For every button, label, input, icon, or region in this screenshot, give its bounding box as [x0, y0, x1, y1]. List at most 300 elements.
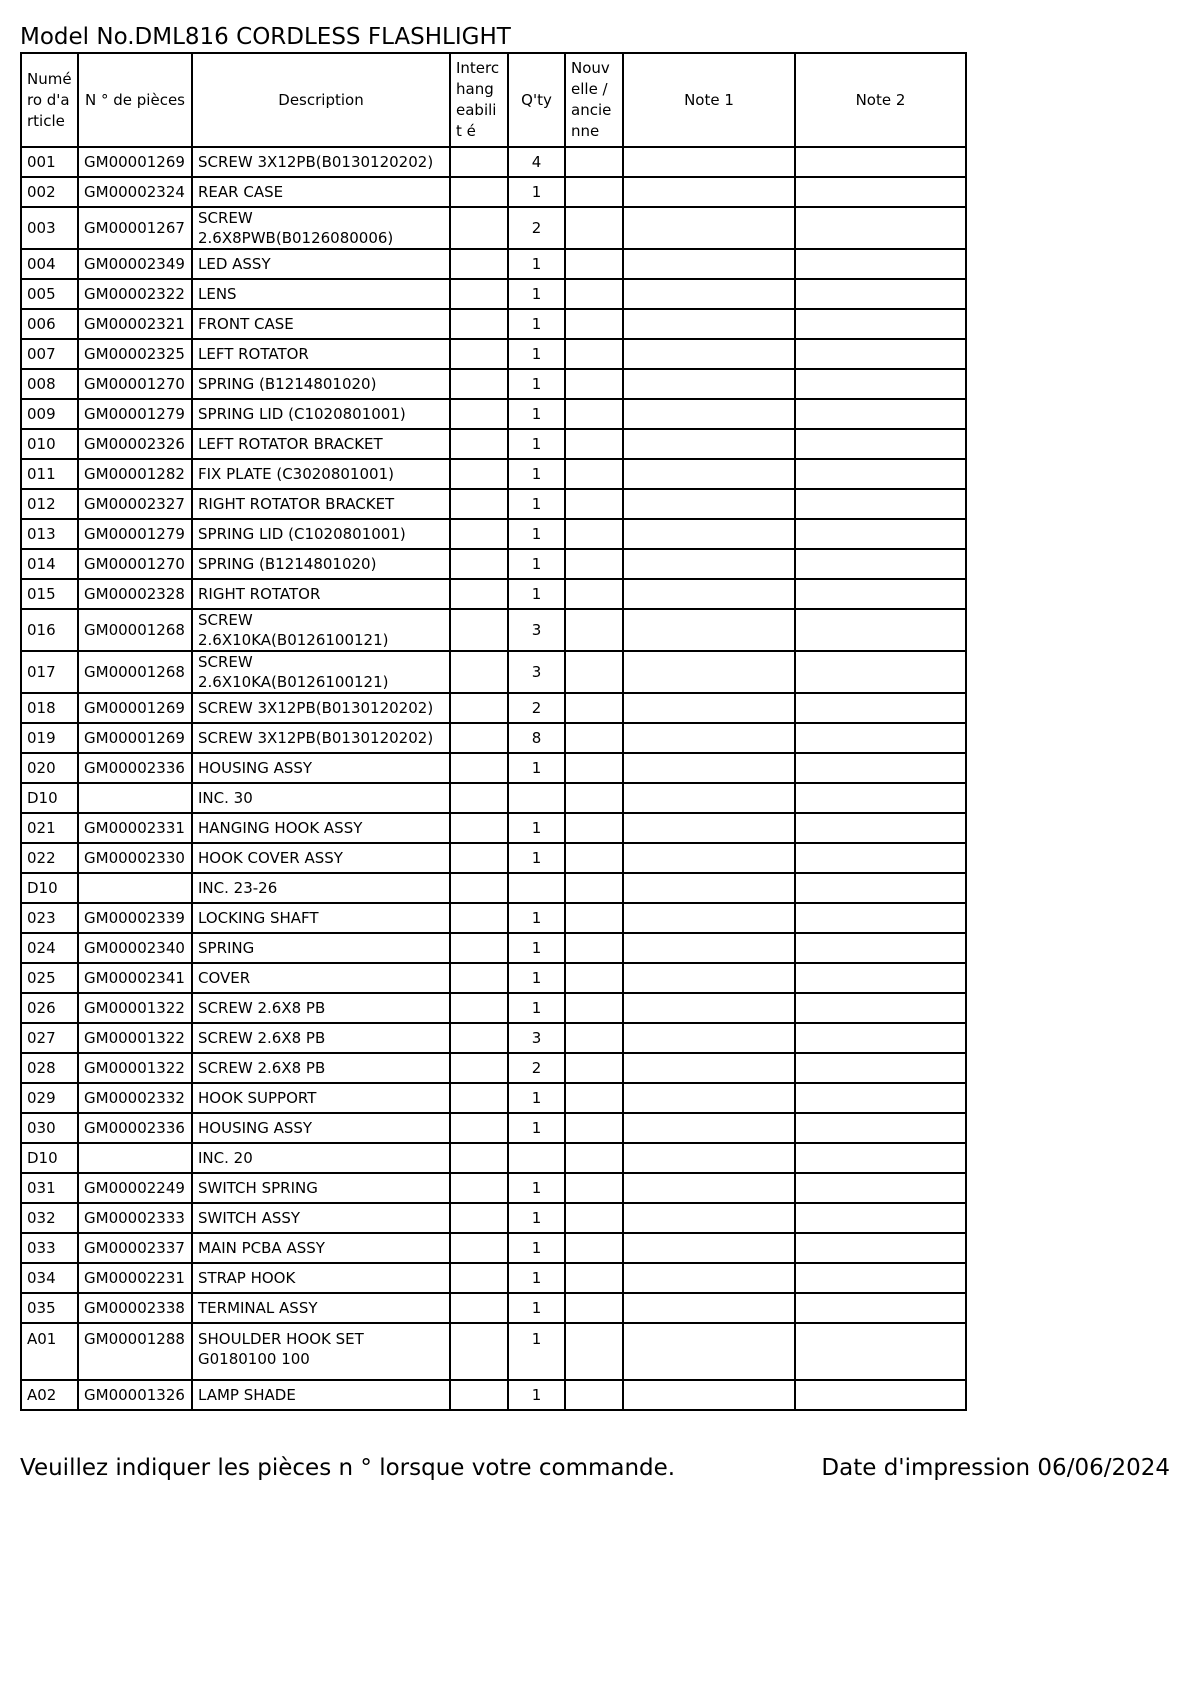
new-old-cell: [565, 903, 623, 933]
new-old-cell: [565, 1023, 623, 1053]
table-row: [21, 519, 966, 549]
item-no-cell: 017: [21, 651, 78, 693]
note-1-cell: [623, 519, 795, 549]
note-1-cell: [623, 1143, 795, 1173]
new-old-cell: [565, 399, 623, 429]
part-no-cell: GM00002341: [78, 963, 192, 993]
description-cell: REAR CASE: [192, 177, 450, 207]
table-row: [21, 993, 966, 1023]
description-cell: RIGHT ROTATOR: [192, 579, 450, 609]
note-2-cell: [795, 369, 966, 399]
new-old-cell: [565, 1203, 623, 1233]
part-no-cell: GM00002321: [78, 309, 192, 339]
description-cell: SCREW 2.6X8 PB: [192, 1023, 450, 1053]
new-old-cell: [565, 1143, 623, 1173]
table-row: [21, 1173, 966, 1203]
item-no-cell: 012: [21, 489, 78, 519]
note-2-cell: [795, 903, 966, 933]
description-cell: LED ASSY: [192, 249, 450, 279]
qty-cell: 1: [508, 1263, 565, 1293]
interchangeability-cell: [450, 843, 508, 873]
note-2-cell: [795, 489, 966, 519]
description-cell: MAIN PCBA ASSY: [192, 1233, 450, 1263]
item-no-cell: 015: [21, 579, 78, 609]
item-no-cell: 009: [21, 399, 78, 429]
new-old-cell: [565, 207, 623, 249]
document-title: Model No.DML816 CORDLESS FLASHLIGHT: [20, 24, 511, 50]
note-1-cell: [623, 1323, 795, 1380]
new-old-cell: [565, 843, 623, 873]
note-2-cell: [795, 933, 966, 963]
part-no-cell: GM00001326: [78, 1380, 192, 1410]
new-old-cell: [565, 369, 623, 399]
table-row: [21, 147, 966, 177]
note-1-cell: [623, 177, 795, 207]
note-1-cell: [623, 429, 795, 459]
interchangeability-cell: [450, 579, 508, 609]
description-cell: HOOK COVER ASSY: [192, 843, 450, 873]
item-no-cell: 007: [21, 339, 78, 369]
new-old-cell: [565, 1323, 623, 1380]
description-cell: LAMP SHADE: [192, 1380, 450, 1410]
interchangeability-cell: [450, 1263, 508, 1293]
interchangeability-cell: [450, 963, 508, 993]
table-row: [21, 933, 966, 963]
note-2-cell: [795, 579, 966, 609]
new-old-cell: [565, 993, 623, 1023]
new-old-cell: [565, 147, 623, 177]
interchangeability-cell: [450, 1293, 508, 1323]
description-cell: TERMINAL ASSY: [192, 1293, 450, 1323]
interchangeability-cell: [450, 309, 508, 339]
part-no-cell: GM00002337: [78, 1233, 192, 1263]
table-row: [21, 1023, 966, 1053]
new-old-cell: [565, 873, 623, 903]
part-no-cell: GM00002327: [78, 489, 192, 519]
note-2-cell: [795, 693, 966, 723]
new-old-cell: [565, 579, 623, 609]
print-date: Date d'impression 06/06/2024: [821, 1455, 1170, 1481]
description-cell: SPRING: [192, 933, 450, 963]
qty-cell: 1: [508, 1083, 565, 1113]
note-2-cell: [795, 1323, 966, 1380]
table-row: [21, 1143, 966, 1173]
note-1-cell: [623, 903, 795, 933]
part-no-cell: GM00001268: [78, 609, 192, 651]
table-row: [21, 723, 966, 753]
table-row: [21, 1323, 966, 1380]
note-2-cell: [795, 651, 966, 693]
interchangeability-cell: [450, 783, 508, 813]
new-old-cell: [565, 933, 623, 963]
description-cell: SCREW 2.6X8 PB: [192, 993, 450, 1023]
table-row: [21, 1380, 966, 1410]
table-row: [21, 963, 966, 993]
description-cell: SWITCH ASSY: [192, 1203, 450, 1233]
note-1-cell: [623, 1173, 795, 1203]
part-no-cell: GM00002249: [78, 1173, 192, 1203]
description-cell: SWITCH SPRING: [192, 1173, 450, 1203]
note-1-cell: [623, 459, 795, 489]
table-row: [21, 399, 966, 429]
note-1-cell: [623, 1263, 795, 1293]
column-header-interchangeability: Interc hang eabilit é: [450, 53, 508, 147]
note-1-cell: [623, 489, 795, 519]
qty-cell: 1: [508, 429, 565, 459]
part-no-cell: GM00001269: [78, 147, 192, 177]
part-no-cell: GM00001270: [78, 549, 192, 579]
interchangeability-cell: [450, 1173, 508, 1203]
table-header-row: [21, 53, 966, 147]
part-no-cell: GM00001288: [78, 1323, 192, 1380]
description-cell: HANGING HOOK ASSY: [192, 813, 450, 843]
note-2-cell: [795, 1293, 966, 1323]
note-1-cell: [623, 693, 795, 723]
interchangeability-cell: [450, 1323, 508, 1380]
part-no-cell: GM00002333: [78, 1203, 192, 1233]
item-no-cell: 021: [21, 813, 78, 843]
item-no-cell: 006: [21, 309, 78, 339]
qty-cell: 3: [508, 609, 565, 651]
description-cell: STRAP HOOK: [192, 1263, 450, 1293]
qty-cell: 2: [508, 693, 565, 723]
qty-cell: 1: [508, 399, 565, 429]
part-no-cell: GM00002340: [78, 933, 192, 963]
item-no-cell: 034: [21, 1263, 78, 1293]
note-2-cell: [795, 339, 966, 369]
note-1-cell: [623, 207, 795, 249]
table-row: [21, 1263, 966, 1293]
interchangeability-cell: [450, 1083, 508, 1113]
note-2-cell: [795, 993, 966, 1023]
table-row: [21, 309, 966, 339]
interchangeability-cell: [450, 489, 508, 519]
qty-cell: 1: [508, 459, 565, 489]
item-no-cell: 024: [21, 933, 78, 963]
note-1-cell: [623, 1083, 795, 1113]
part-no-cell: GM00001322: [78, 1023, 192, 1053]
interchangeability-cell: [450, 339, 508, 369]
note-2-cell: [795, 1113, 966, 1143]
item-no-cell: D10: [21, 783, 78, 813]
part-no-cell: GM00002322: [78, 279, 192, 309]
item-no-cell: 022: [21, 843, 78, 873]
interchangeability-cell: [450, 147, 508, 177]
column-header-description: Description: [192, 53, 450, 147]
item-no-cell: 023: [21, 903, 78, 933]
qty-cell: 1: [508, 1113, 565, 1143]
item-no-cell: A01: [21, 1323, 78, 1380]
note-1-cell: [623, 249, 795, 279]
description-cell: SCREW 2.6X10KA(B0126100121): [192, 609, 450, 651]
interchangeability-cell: [450, 993, 508, 1023]
new-old-cell: [565, 429, 623, 459]
part-no-cell: GM00001268: [78, 651, 192, 693]
qty-cell: 3: [508, 651, 565, 693]
note-1-cell: [623, 549, 795, 579]
note-2-cell: [795, 1023, 966, 1053]
new-old-cell: [565, 1173, 623, 1203]
item-no-cell: 003: [21, 207, 78, 249]
interchangeability-cell: [450, 399, 508, 429]
table-row: [21, 489, 966, 519]
item-no-cell: 029: [21, 1083, 78, 1113]
item-no-cell: D10: [21, 873, 78, 903]
description-cell: HOOK SUPPORT: [192, 1083, 450, 1113]
part-no-cell: GM00001279: [78, 399, 192, 429]
interchangeability-cell: [450, 279, 508, 309]
note-1-cell: [623, 813, 795, 843]
note-2-cell: [795, 1173, 966, 1203]
qty-cell: 1: [508, 339, 565, 369]
qty-cell: 1: [508, 279, 565, 309]
new-old-cell: [565, 339, 623, 369]
item-no-cell: 033: [21, 1233, 78, 1263]
note-1-cell: [623, 369, 795, 399]
note-1-cell: [623, 1380, 795, 1410]
item-no-cell: 026: [21, 993, 78, 1023]
table-row: [21, 1083, 966, 1113]
interchangeability-cell: [450, 933, 508, 963]
note-1-cell: [623, 399, 795, 429]
new-old-cell: [565, 1083, 623, 1113]
item-no-cell: D10: [21, 1143, 78, 1173]
interchangeability-cell: [450, 1113, 508, 1143]
item-no-cell: 001: [21, 147, 78, 177]
item-no-cell: 030: [21, 1113, 78, 1143]
new-old-cell: [565, 1380, 623, 1410]
qty-cell: 1: [508, 1203, 565, 1233]
interchangeability-cell: [450, 549, 508, 579]
table-row: [21, 873, 966, 903]
note-1-cell: [623, 933, 795, 963]
note-1-cell: [623, 339, 795, 369]
item-no-cell: 016: [21, 609, 78, 651]
note-2-cell: [795, 309, 966, 339]
qty-cell: 1: [508, 813, 565, 843]
qty-cell: 1: [508, 963, 565, 993]
note-1-cell: [623, 1203, 795, 1233]
item-no-cell: 032: [21, 1203, 78, 1233]
part-no-cell: GM00001282: [78, 459, 192, 489]
interchangeability-cell: [450, 1203, 508, 1233]
new-old-cell: [565, 1053, 623, 1083]
interchangeability-cell: [450, 1233, 508, 1263]
table-row: [21, 903, 966, 933]
description-cell: SHOULDER HOOK SET G0180100 100: [192, 1323, 450, 1380]
description-cell: SCREW 3X12PB(B0130120202): [192, 723, 450, 753]
item-no-cell: 020: [21, 753, 78, 783]
item-no-cell: A02: [21, 1380, 78, 1410]
new-old-cell: [565, 1263, 623, 1293]
interchangeability-cell: [450, 753, 508, 783]
part-no-cell: [78, 1143, 192, 1173]
description-cell: INC. 20: [192, 1143, 450, 1173]
new-old-cell: [565, 249, 623, 279]
item-no-cell: 008: [21, 369, 78, 399]
qty-cell: 1: [508, 993, 565, 1023]
new-old-cell: [565, 753, 623, 783]
item-no-cell: 019: [21, 723, 78, 753]
table-row: [21, 843, 966, 873]
new-old-cell: [565, 279, 623, 309]
new-old-cell: [565, 549, 623, 579]
new-old-cell: [565, 813, 623, 843]
item-no-cell: 025: [21, 963, 78, 993]
description-cell: FRONT CASE: [192, 309, 450, 339]
interchangeability-cell: [450, 723, 508, 753]
interchangeability-cell: [450, 1053, 508, 1083]
note-1-cell: [623, 873, 795, 903]
note-2-cell: [795, 1203, 966, 1233]
item-no-cell: 035: [21, 1293, 78, 1323]
new-old-cell: [565, 459, 623, 489]
note-1-cell: [623, 147, 795, 177]
description-cell: SCREW 3X12PB(B0130120202): [192, 147, 450, 177]
new-old-cell: [565, 609, 623, 651]
description-cell: RIGHT ROTATOR BRACKET: [192, 489, 450, 519]
note-1-cell: [623, 963, 795, 993]
qty-cell: [508, 873, 565, 903]
qty-cell: 1: [508, 579, 565, 609]
note-2-cell: [795, 147, 966, 177]
note-1-cell: [623, 783, 795, 813]
item-no-cell: 018: [21, 693, 78, 723]
description-cell: SPRING LID (C1020801001): [192, 519, 450, 549]
note-2-cell: [795, 1263, 966, 1293]
note-2-cell: [795, 1083, 966, 1113]
new-old-cell: [565, 177, 623, 207]
part-no-cell: GM00002330: [78, 843, 192, 873]
item-no-cell: 004: [21, 249, 78, 279]
description-cell: SCREW 2.6X10KA(B0126100121): [192, 651, 450, 693]
table-row: [21, 1053, 966, 1083]
note-2-cell: [795, 279, 966, 309]
table-row: [21, 783, 966, 813]
part-no-cell: GM00001322: [78, 1053, 192, 1083]
column-header-note-2: Note 2: [795, 53, 966, 147]
table-row: [21, 813, 966, 843]
table-row: [21, 1113, 966, 1143]
interchangeability-cell: [450, 369, 508, 399]
table-row: [21, 207, 966, 249]
interchangeability-cell: [450, 1380, 508, 1410]
interchangeability-cell: [450, 903, 508, 933]
note-2-cell: [795, 399, 966, 429]
interchangeability-cell: [450, 459, 508, 489]
table-row: [21, 279, 966, 309]
part-no-cell: GM00002328: [78, 579, 192, 609]
part-no-cell: GM00001322: [78, 993, 192, 1023]
qty-cell: 1: [508, 177, 565, 207]
qty-cell: 2: [508, 207, 565, 249]
table-row: [21, 1203, 966, 1233]
note-2-cell: [795, 783, 966, 813]
table-row: [21, 753, 966, 783]
table-row: [21, 651, 966, 693]
item-no-cell: 013: [21, 519, 78, 549]
item-no-cell: 005: [21, 279, 78, 309]
interchangeability-cell: [450, 429, 508, 459]
description-cell: INC. 23-26: [192, 873, 450, 903]
qty-cell: 1: [508, 1380, 565, 1410]
interchangeability-cell: [450, 651, 508, 693]
part-no-cell: GM00002326: [78, 429, 192, 459]
qty-cell: 4: [508, 147, 565, 177]
note-2-cell: [795, 549, 966, 579]
description-cell: INC. 30: [192, 783, 450, 813]
note-2-cell: [795, 813, 966, 843]
column-header-part-no: N ° de pièces: [78, 53, 192, 147]
part-no-cell: [78, 873, 192, 903]
description-cell: SCREW 2.6X8PWB(B0126080006): [192, 207, 450, 249]
note-2-cell: [795, 1233, 966, 1263]
part-no-cell: GM00001269: [78, 693, 192, 723]
note-1-cell: [623, 579, 795, 609]
description-cell: SPRING LID (C1020801001): [192, 399, 450, 429]
table-row: [21, 369, 966, 399]
note-2-cell: [795, 1143, 966, 1173]
table-row: [21, 609, 966, 651]
note-1-cell: [623, 279, 795, 309]
table-row: [21, 579, 966, 609]
new-old-cell: [565, 693, 623, 723]
description-cell: SPRING (B1214801020): [192, 369, 450, 399]
table-row: [21, 1293, 966, 1323]
parts-table: [20, 52, 967, 1411]
qty-cell: 1: [508, 549, 565, 579]
interchangeability-cell: [450, 177, 508, 207]
part-no-cell: GM00002325: [78, 339, 192, 369]
new-old-cell: [565, 723, 623, 753]
table-row: [21, 249, 966, 279]
table-row: [21, 1233, 966, 1263]
part-no-cell: GM00002339: [78, 903, 192, 933]
qty-cell: 1: [508, 1233, 565, 1263]
item-no-cell: 031: [21, 1173, 78, 1203]
table-row: [21, 693, 966, 723]
qty-cell: 1: [508, 1173, 565, 1203]
part-no-cell: GM00002338: [78, 1293, 192, 1323]
table-row: [21, 177, 966, 207]
qty-cell: 1: [508, 753, 565, 783]
item-no-cell: 014: [21, 549, 78, 579]
part-no-cell: GM00002331: [78, 813, 192, 843]
note-2-cell: [795, 429, 966, 459]
qty-cell: [508, 1143, 565, 1173]
note-2-cell: [795, 519, 966, 549]
table-row: [21, 339, 966, 369]
note-1-cell: [623, 1023, 795, 1053]
interchangeability-cell: [450, 519, 508, 549]
new-old-cell: [565, 783, 623, 813]
note-2-cell: [795, 723, 966, 753]
description-cell: LENS: [192, 279, 450, 309]
part-no-cell: GM00002336: [78, 753, 192, 783]
part-no-cell: GM00002332: [78, 1083, 192, 1113]
qty-cell: 1: [508, 489, 565, 519]
qty-cell: 8: [508, 723, 565, 753]
note-1-cell: [623, 1053, 795, 1083]
part-no-cell: [78, 783, 192, 813]
note-2-cell: [795, 609, 966, 651]
part-no-cell: GM00001267: [78, 207, 192, 249]
interchangeability-cell: [450, 207, 508, 249]
note-1-cell: [623, 1233, 795, 1263]
qty-cell: 2: [508, 1053, 565, 1083]
qty-cell: 1: [508, 309, 565, 339]
column-header-note-1: Note 1: [623, 53, 795, 147]
